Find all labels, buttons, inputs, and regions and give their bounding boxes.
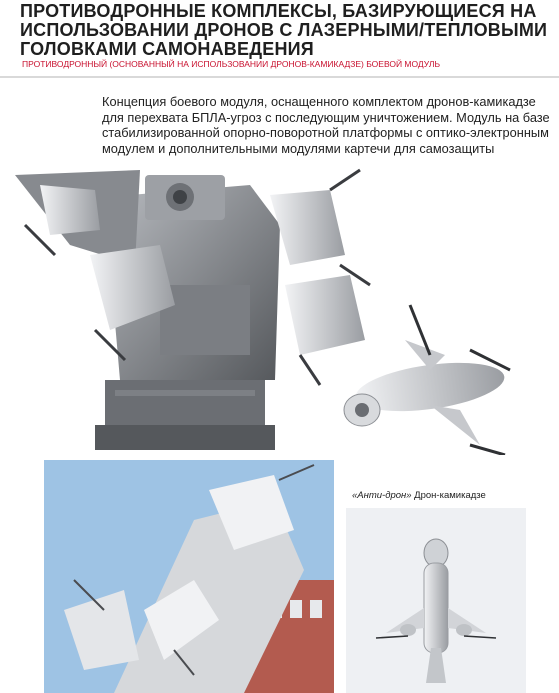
combat-module-render: [0, 155, 559, 455]
prototype-photo: [44, 460, 334, 693]
intro-line: Концепция боевого модуля, оснащенного комплектом дронов-камикадзе: [102, 94, 536, 109]
title-line: ГОЛОВКАМИ САМОНАВЕДЕНИЯ: [20, 39, 314, 59]
intro-paragraph: [102, 94, 550, 156]
intro-line: стабилизированной опорно-поворотной платформы с оптико-электронным: [102, 125, 549, 140]
header-divider: [0, 76, 559, 78]
title-line: ПРОТИВОДРОННЫЕ КОМПЛЕКСЫ, БАЗИРУЮЩИЕСЯ НА: [20, 1, 537, 21]
page-subtitle: ПРОТИВОДРОННЫЙ (ОСНОВАННЫЙ НА ИСПОЛЬЗОВАНИИ ДРОНОВ-КАМИКАДЗЕ) БОЕВОЙ МОДУЛЬ: [22, 59, 441, 69]
right-drone-rack: [270, 170, 370, 385]
intro-line: модулем и дополнительными модулями картечи для самозащиты: [102, 140, 495, 156]
kamikaze-drone: [344, 305, 510, 455]
caption-italic: «Анти-дрон»: [352, 490, 412, 501]
drone-caption: [352, 490, 486, 501]
page-title: [20, 2, 550, 59]
intro-line: для перехвата БПЛА-угроз с последующим уничтожением. Модуль на базе: [102, 109, 550, 125]
caption-rest: Дрон-камикадзе: [411, 490, 486, 501]
anti-drone-render: [346, 508, 526, 693]
pedestal: [95, 380, 275, 450]
title-line: ИСПОЛЬЗОВАНИИ ДРОНОВ С ЛАЗЕРНЫМИ/ТЕПЛОВЫМИ: [20, 20, 548, 40]
